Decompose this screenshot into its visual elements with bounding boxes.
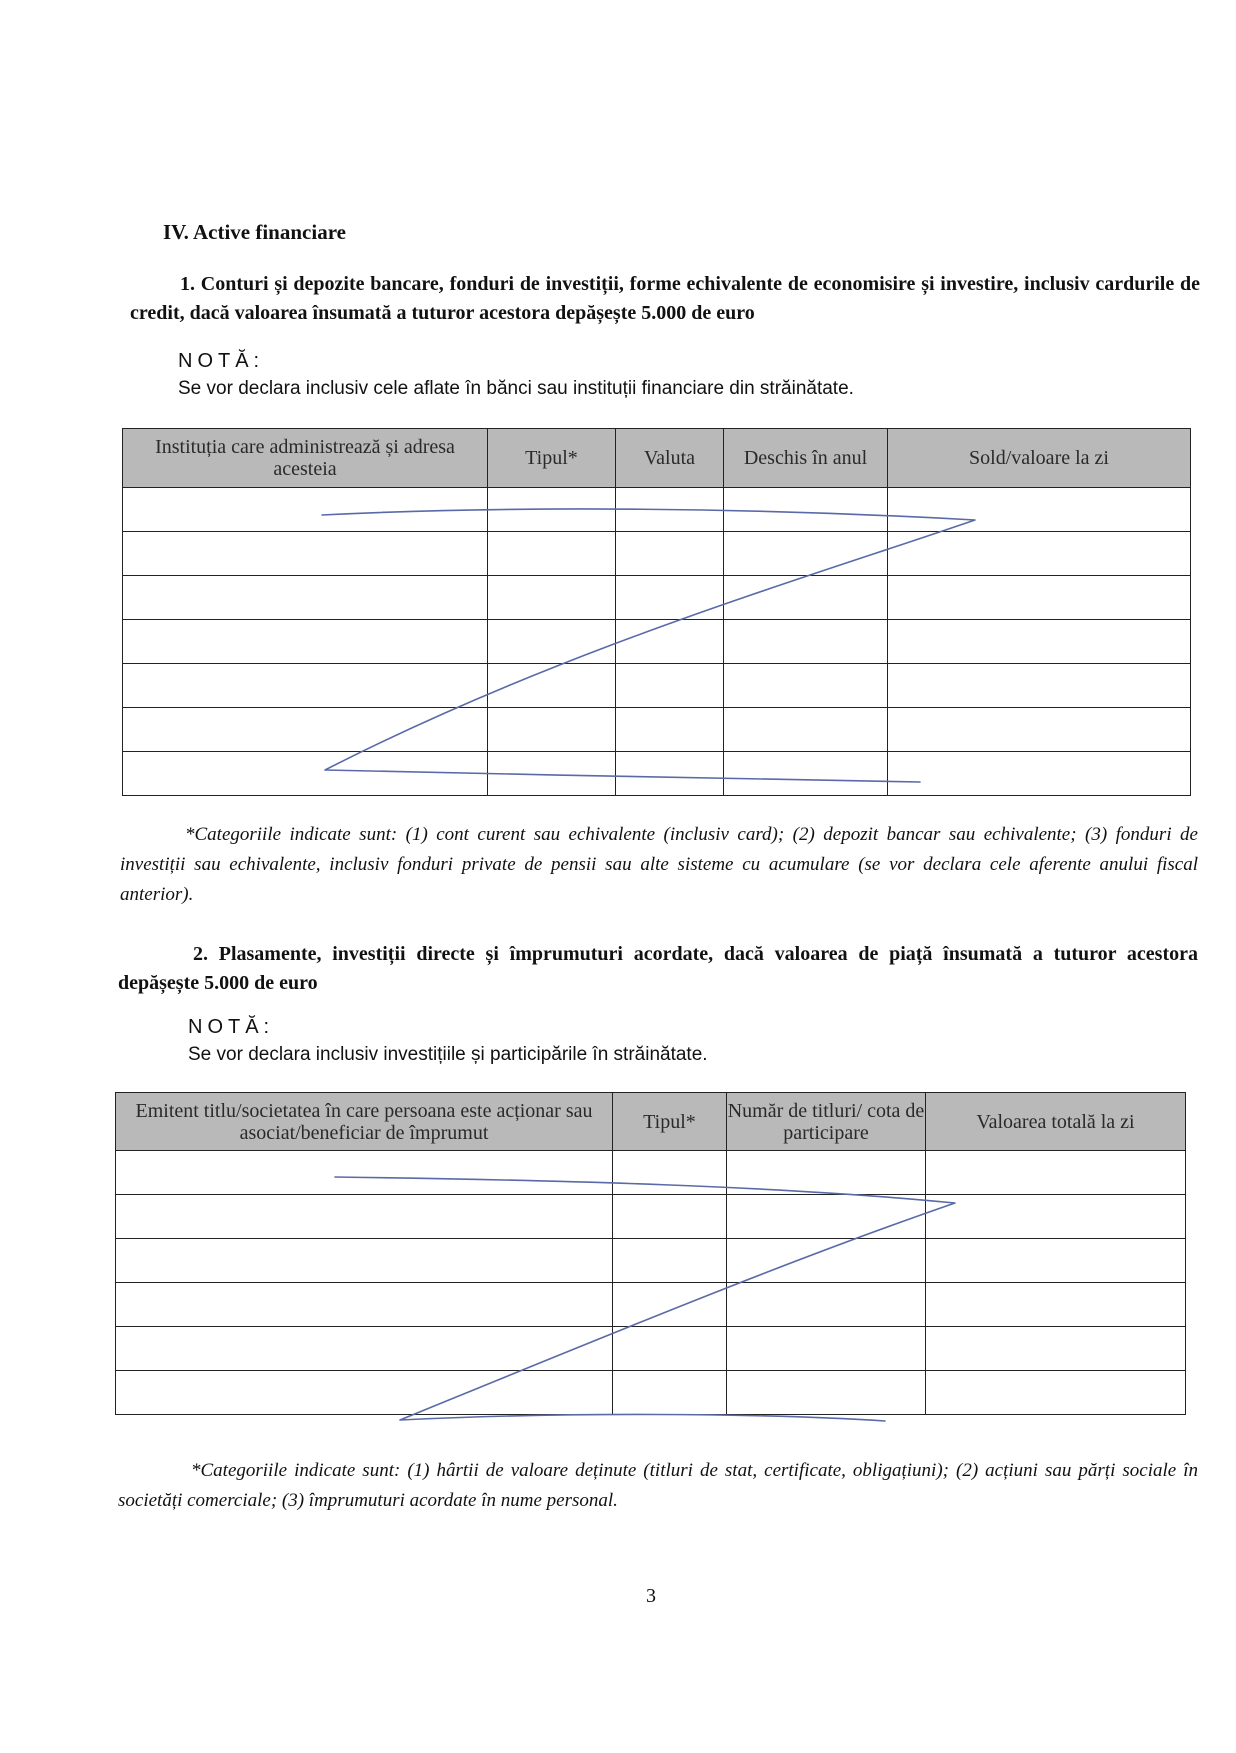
page-number: 3 <box>646 1585 656 1607</box>
table-row <box>116 1195 1186 1239</box>
table-row <box>123 664 1191 708</box>
accounts-table <box>122 428 1191 796</box>
table-row <box>116 1151 1186 1195</box>
col-header-tipul: Tipul* <box>613 1093 727 1151</box>
col-header-emitent: Emitent titlu/societatea în care persoana este acționar sau asociat/beneficiar de împrumut <box>116 1093 613 1151</box>
col-header-deschis: Deschis în anul <box>724 429 888 488</box>
col-header-tipul: Tipul* <box>488 429 616 488</box>
col-header-valuta: Valuta <box>616 429 724 488</box>
part2-heading: 2. Plasamente, investiții directe și împrumuturi acordate, dacă valoarea de piață însumată a tuturor acestora depășește 5.000 de euro <box>118 943 1198 994</box>
table-row <box>123 708 1191 752</box>
table-row <box>123 488 1191 532</box>
table-row <box>123 532 1191 576</box>
col-header-valoare: Valoarea totală la zi <box>926 1093 1186 1151</box>
part1-heading: 1. Conturi și depozite bancare, fonduri de investiții, forme echivalente de economisire și investire, inclusiv cardurile de credit, dacă valoarea însumată a tuturor acestora depășește 5.000 de euro <box>130 273 1200 324</box>
table-row <box>123 620 1191 664</box>
part2-footnote: *Categoriile indicate sunt: (1) hârtii de valoare deținute (titluri de stat, certificate, obligațiuni); (2) acțiuni sau părți sociale în societăți comerciale; (3) împrumuturi acordate în nume personal. <box>118 1460 1198 1511</box>
part1-nota-label: NOTĂ: <box>178 350 265 372</box>
col-header-institutie: Instituția care administrează și adresa acesteia <box>123 429 488 488</box>
table-row <box>116 1283 1186 1327</box>
part1-footnote: *Categoriile indicate sunt: (1) cont curent sau echivalente (inclusiv card); (2) depozit bancar sau echivalente; (3) fonduri de investiții sau echivalente, inclusiv fonduri private de pensii sau alte sisteme cu acumulare (se vor declara cele aferente anului fiscal anterior). <box>120 824 1198 905</box>
part2-nota-label: NOTĂ: <box>188 1016 275 1038</box>
table-row <box>123 576 1191 620</box>
part2-nota-text: Se vor declara inclusiv investițiile și participările în străinătate. <box>188 1044 708 1065</box>
col-header-sold: Sold/valoare la zi <box>888 429 1191 488</box>
col-header-numar-titluri: Număr de titluri/ cota de participare <box>727 1093 926 1151</box>
section-title: IV. Active financiare <box>163 220 346 244</box>
table-row <box>123 752 1191 796</box>
part1-nota-text: Se vor declara inclusiv cele aflate în bănci sau instituții financiare din străinătate. <box>178 378 854 399</box>
table-row <box>116 1371 1186 1415</box>
investments-table <box>115 1092 1186 1415</box>
table-row <box>116 1239 1186 1283</box>
table-row <box>116 1327 1186 1371</box>
